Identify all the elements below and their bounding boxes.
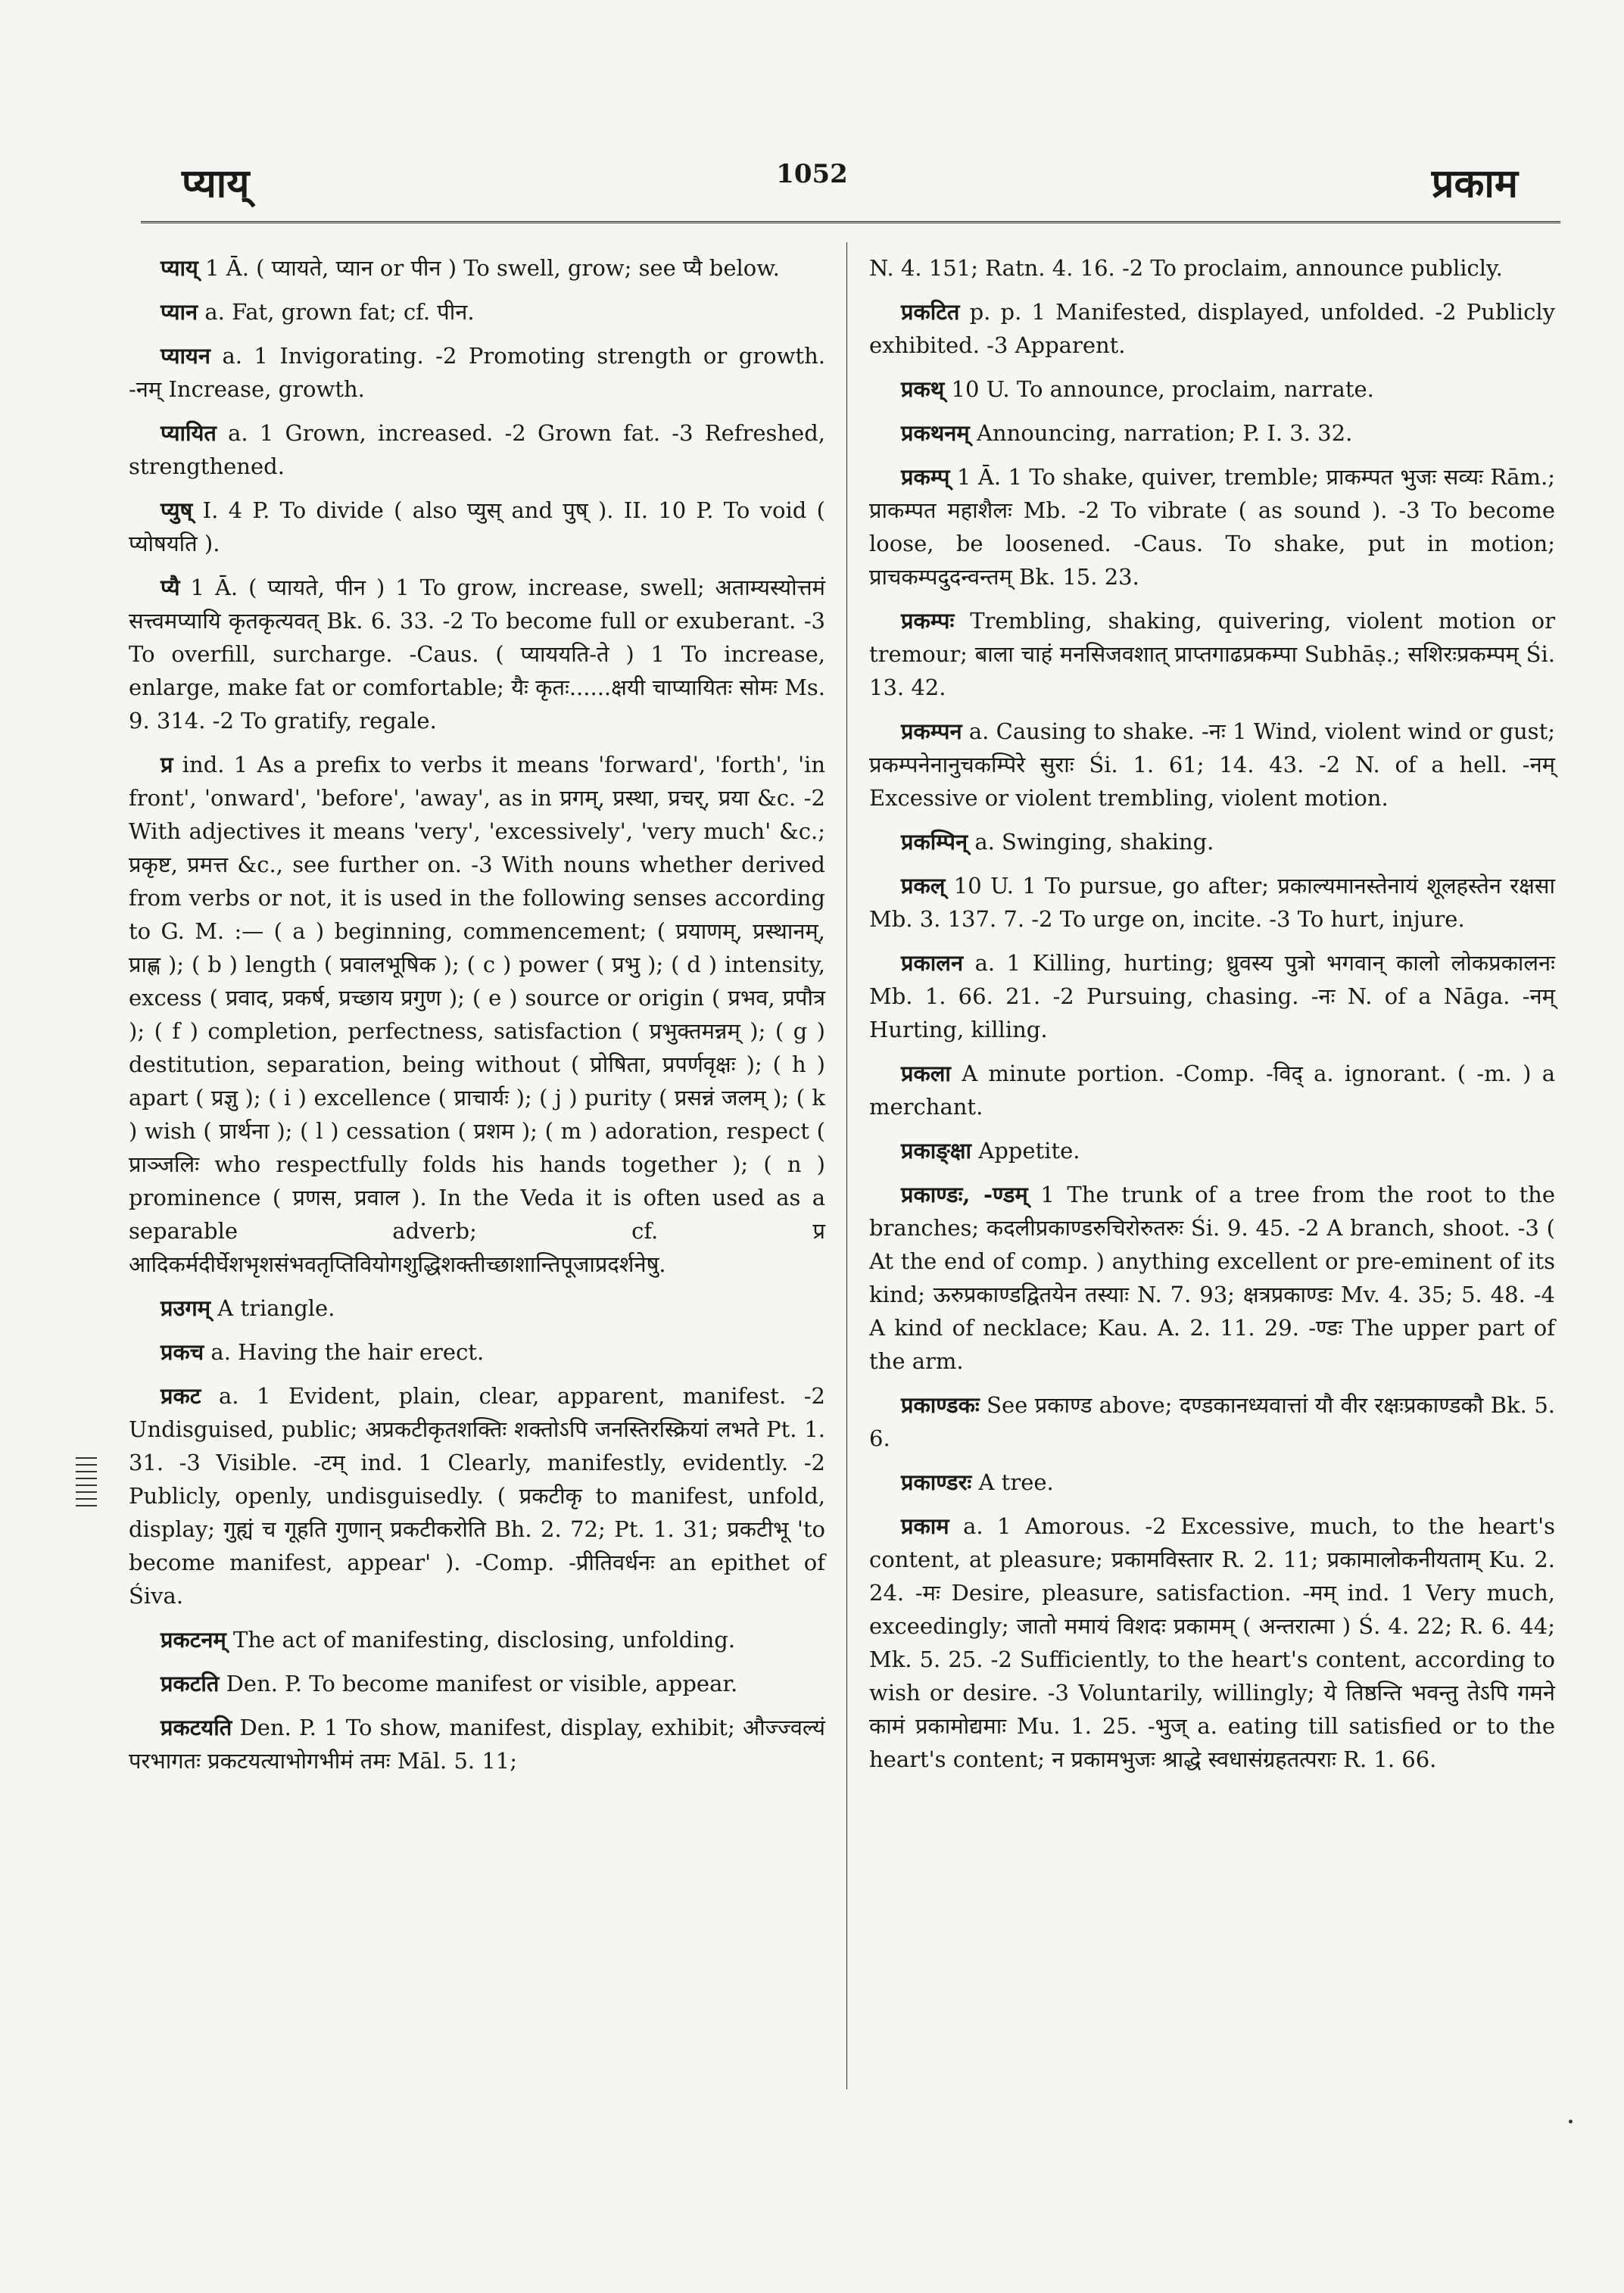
dictionary-entry: [869, 825, 1555, 858]
dictionary-entry: [869, 869, 1555, 936]
entry-headword: प्रकटति: [161, 1671, 220, 1696]
entry-definition: 1 Ā. ( प्यायते, पीन ) 1 To grow, increase, swell; अताम्यस्योत्तमं सत्त्वमप्यायि कृतकृत्यवत् Bk. 6. 33. -2 To become full or exuberant. -3 To overfill, surcharge. -Caus. ( प्याययति-ते ) 1 To increase, enlarge, make fat or comfortable; यैः कृतः......क्षयी चाप्यायितः सोमः Ms. 9. 314. -2 To gratify, regale.: [129, 575, 825, 734]
dictionary-entry: [869, 251, 1555, 285]
entry-definition: A triangle.: [210, 1295, 335, 1321]
entry-definition: ind. 1 As a prefix to verbs it means 'forward', 'forth', 'in front', 'onward', 'before', 'away', as in प्रगम्, प्रस्था, प्रचर्, प्रया &c. -2 With adjectives it means 'very', 'excessively', 'very much' &c.; प्रकृष्ट, प्रमत्त &c., see further on. -3 With nouns whether derived from verbs or not, it is used in the following senses according to G. M. :— ( a ) beginning, commencement; ( प्रयाणम्, प्रस्थानम्, प्राह्ण ); ( b ) length ( प्रवालभूषिक ); ( c ) power ( प्रभु ); ( d ) intensity, excess ( प्रवाद, प्रकर्ष, प्रच्छाय प्रगुण ); ( e ) source or origin ( प्रभव, प्रपौत्र ); ( f ) completion, perfectness, satisfaction ( प्रभुक्तमन्नम् ); ( g ) destitution, separation, being without ( प्रोषिता, प्रपर्णवृक्षः ); ( h ) apart ( प्रज्ञु ); ( i ) excellence ( प्राचार्यः ); ( j ) purity ( प्रसन्नं जलम् ); ( k ) wish ( प्रार्थना ); ( l ) cessation ( प्रशम ); ( m ) adoration, respect ( प्राञ्जलिः who respectfully folds his hands together ); ( n ) prominence ( प्रणस, प्रवाल ). In the Veda it is often used as a separable adverb; cf. प्र आदिकर्मदीर्घेशभृशसंभवतृप्तिवियोगशुद्धिशक्तीच्छाशान्तिपूजाप्रदर्शनेषु.: [129, 752, 825, 1277]
dictionary-entry: [129, 494, 825, 560]
dictionary-entry: [869, 416, 1555, 450]
dictionary-entry: [869, 1057, 1555, 1123]
entry-headword: प्रउगम्: [161, 1295, 211, 1321]
header-rule: [141, 221, 1560, 223]
entry-definition: 1 The trunk of a tree from the root to the branches; कदलीप्रकाण्डरुचिरोरुतरुः Śi. 9. 45. -2 A branch, shoot. -3 ( At the end of comp. ) anything excellent or pre-eminent of its kind; ऊरुप्रकाण्डद्वितयेन तस्याः N. 7. 93; क्षत्रप्रकाण्डः Mv. 4. 35; 5. 48. -4 A kind of necklace; Kau. A. 2. 11. 29. -ण्डः The upper part of the arm.: [869, 1182, 1556, 1374]
entry-headword: प्रकम्पिन्: [901, 829, 968, 855]
dictionary-entry: [129, 251, 825, 285]
dictionary-entry: [869, 715, 1555, 815]
dictionary-entry: [129, 1711, 825, 1777]
entry-headword: प्याय्: [161, 255, 198, 281]
dictionary-entry: [129, 748, 825, 1281]
entry-headword: प्रकालन: [901, 950, 964, 976]
entry-definition: 10 U. To announce, proclaim, narrate.: [944, 376, 1374, 402]
entry-definition: a. Swinging, shaking.: [968, 829, 1214, 855]
page-number: 1052: [776, 159, 848, 189]
dictionary-entry: [129, 1379, 825, 1612]
dictionary-entry: [129, 1667, 825, 1700]
entry-headword: प्युष्: [161, 497, 193, 523]
entry-headword: प्रकटयति: [161, 1715, 232, 1740]
entry-definition: a. Causing to shake. -नः 1 Wind, violent wind or gust; प्रकम्पनेनानुचकम्पिरे सुराः Śi. 1. 61; 14. 43. -2 N. of a hell. -नम् Excessive or violent trembling, violent motion.: [869, 718, 1555, 811]
entry-definition: A tree.: [971, 1469, 1054, 1495]
entry-definition: p. p. 1 Manifested, displayed, unfolded. -2 Publicly exhibited. -3 Apparent.: [869, 299, 1555, 358]
entry-definition: A minute portion. -Comp. -विद् a. ignorant. ( -m. ) a merchant.: [869, 1061, 1555, 1120]
entry-headword: प्यान: [161, 299, 198, 325]
entry-definition: a. 1 Evident, plain, clear, apparent, manifest. -2 Undisguised, public; अप्रकटीकृतशक्तिः शक्तोऽपि जनस्तिरस्क्रियां लभते Pt. 1. 31. -3 Visible. -टम् ind. 1 Clearly, manifestly, evidently. -2 Publicly, openly, undisguisedly. ( प्रकटीकृ to manifest, unfold, display; गुह्यं च गूहति गुणान् प्रकटीकरोति Bh. 2. 72; Pt. 1. 31; प्रकटीभू 'to become manifest, appear' ). -Comp. -प्रीतिवर्धनः an epithet of Śiva.: [129, 1383, 825, 1609]
entry-headword: प्रकल्: [901, 873, 946, 899]
dictionary-entry: [129, 1335, 825, 1369]
dictionary-entry: [869, 372, 1555, 406]
entry-headword: प्यै: [161, 575, 180, 600]
dictionary-entry: [869, 604, 1555, 704]
entry-headword: प्रकथ्: [901, 376, 945, 402]
entry-definition: a. 1 Killing, hurting; ध्रुवस्य पुत्रो भगवान् कालो लोकप्रकालनः Mb. 1. 66. 21. -2 Pursuing, chasing. -नः N. of a Nāga. -नम् Hurting, killing.: [869, 950, 1555, 1042]
entry-headword: प्रकला: [901, 1061, 951, 1086]
entry-definition: a. Having the hair erect.: [204, 1339, 485, 1365]
entry-definition: a. 1 Amorous. -2 Excessive, much, to the heart's content, at pleasure; प्रकामविस्तार R. 2. 11; प्रकामालोकनीयताम् Ku. 2. 24. -मः Desire, pleasure, satisfaction. -मम् ind. 1 Very much, exceedingly; जातो ममायं विशदः प्रकामम् ( अन्तरात्मा ) Ś. 4. 22; R. 6. 44; Mk. 5. 25. -2 Sufficiently, to the heart's content, according to wish or desire. -3 Voluntarily, willingly; ये तिष्ठन्ति भवन्तु तेऽपि गमने कामं प्रकामोद्यमाः Mu. 1. 25. -भुज् a. eating till satisfied or to the heart's content; न प्रकामभुजः श्राद्धे स्वधासंग्रहतत्पराः R. 1. 66.: [869, 1513, 1555, 1772]
entry-headword: प्रकच: [161, 1339, 204, 1365]
entry-headword: प्यायित: [161, 420, 217, 446]
entry-definition: N. 4. 151; Ratn. 4. 16. -2 To proclaim, announce publicly.: [869, 255, 1503, 281]
column-divider: [846, 242, 847, 2089]
dictionary-entry: [129, 416, 825, 483]
entry-headword: प्रकट: [161, 1383, 201, 1409]
entry-definition: Appetite.: [971, 1138, 1080, 1164]
dictionary-entry: [869, 1134, 1555, 1167]
dictionary-entry: [129, 571, 825, 737]
entry-definition: a. 1 Invigorating. -2 Promoting strength or growth. -नम् Increase, growth.: [129, 343, 825, 402]
stray-dot: [1569, 2120, 1573, 2123]
right-column: [869, 251, 1555, 1787]
dictionary-entry: [869, 946, 1555, 1046]
entry-definition: Announcing, narration; P. I. 3. 32.: [969, 420, 1353, 446]
entry-definition: I. 4 P. To divide ( also प्युस् and पुष् ). II. 10 P. To void ( प्योषयति ).: [129, 497, 825, 556]
entry-definition: See प्रकाण्ड above; दण्डकानध्यवात्तां यौ वीर रक्षःप्रकाण्डकौ Bk. 5. 6.: [869, 1392, 1555, 1451]
entry-headword: प्रकाम: [901, 1513, 949, 1539]
entry-definition: a. 1 Grown, increased. -2 Grown fat. -3 Refreshed, strengthened.: [129, 420, 825, 479]
entry-definition: 1 Ā. ( प्यायते, प्यान or पीन ) To swell, grow; see प्यै below.: [198, 255, 780, 281]
entry-headword: प्यायन: [161, 343, 210, 369]
dictionary-entry: [869, 295, 1555, 362]
entry-headword: प्र: [161, 752, 173, 777]
header-right-guideword: प्रकाम: [1431, 160, 1518, 207]
dictionary-entry: [129, 1291, 825, 1325]
entry-definition: Trembling, shaking, quivering, violent motion or tremour; बाला चाहं मनसिजवशात् प्राप्तगाढप्रकम्पा Subhāṣ.; सशिरःप्रकम्पम् Śi. 13. 42.: [869, 608, 1555, 700]
header-left-guideword: प्याय्: [182, 160, 250, 207]
dictionary-entry: [869, 1388, 1555, 1455]
entry-definition: Den. P. To become manifest or visible, appear.: [219, 1671, 738, 1696]
margin-mark: [76, 1457, 97, 1509]
entry-definition: The act of manifesting, disclosing, unfolding.: [226, 1627, 736, 1653]
left-column: [129, 251, 825, 1788]
entry-definition: a. Fat, grown fat; cf. पीन.: [198, 299, 475, 325]
entry-headword: प्रकाण्डः, -ण्डम्: [901, 1182, 1028, 1207]
dictionary-entry: [869, 1466, 1555, 1499]
entry-definition: 1 Ā. 1 To shake, quiver, tremble; प्राकम्पत भुजः सव्यः Rām.; प्राकम्पत महाशैलः Mb. -2 To vibrate ( as sound ). -3 To become loose, be loosened. -Caus. To shake, put in motion; प्राचकम्पदुदन्वन्तम् Bk. 15. 23.: [869, 464, 1555, 590]
dictionary-entry: [129, 339, 825, 406]
entry-headword: प्रकाङ्क्षा: [901, 1138, 972, 1164]
entry-headword: प्रकाण्डकः: [901, 1392, 980, 1418]
entry-definition: Den. P. 1 To show, manifest, display, exhibit; औज्ज्वल्यं परभागतः प्रकटयत्याभोगभीमं तमः Māl. 5. 11;: [129, 1715, 825, 1774]
entry-headword: प्रकम्प्: [901, 464, 950, 490]
dictionary-entry: [869, 460, 1555, 594]
entry-headword: प्रकथनम्: [901, 420, 970, 446]
dictionary-entry: [129, 295, 825, 329]
entry-headword: प्रकटित: [901, 299, 960, 325]
dictionary-entry: [869, 1509, 1555, 1776]
entry-headword: प्रकटनम्: [161, 1627, 226, 1653]
entry-headword: प्रकम्पन: [901, 718, 962, 744]
entry-headword: प्रकाण्डरः: [901, 1469, 972, 1495]
entry-headword: प्रकम्पः: [901, 608, 955, 634]
entry-definition: 10 U. 1 To pursue, go after; प्रकाल्यमानस्तेनायं शूलहस्तेन रक्षसा Mb. 3. 137. 7. -2 To urge on, incite. -3 To hurt, injure.: [869, 873, 1555, 932]
dictionary-entry: [869, 1178, 1555, 1378]
dictionary-entry: [129, 1623, 825, 1656]
